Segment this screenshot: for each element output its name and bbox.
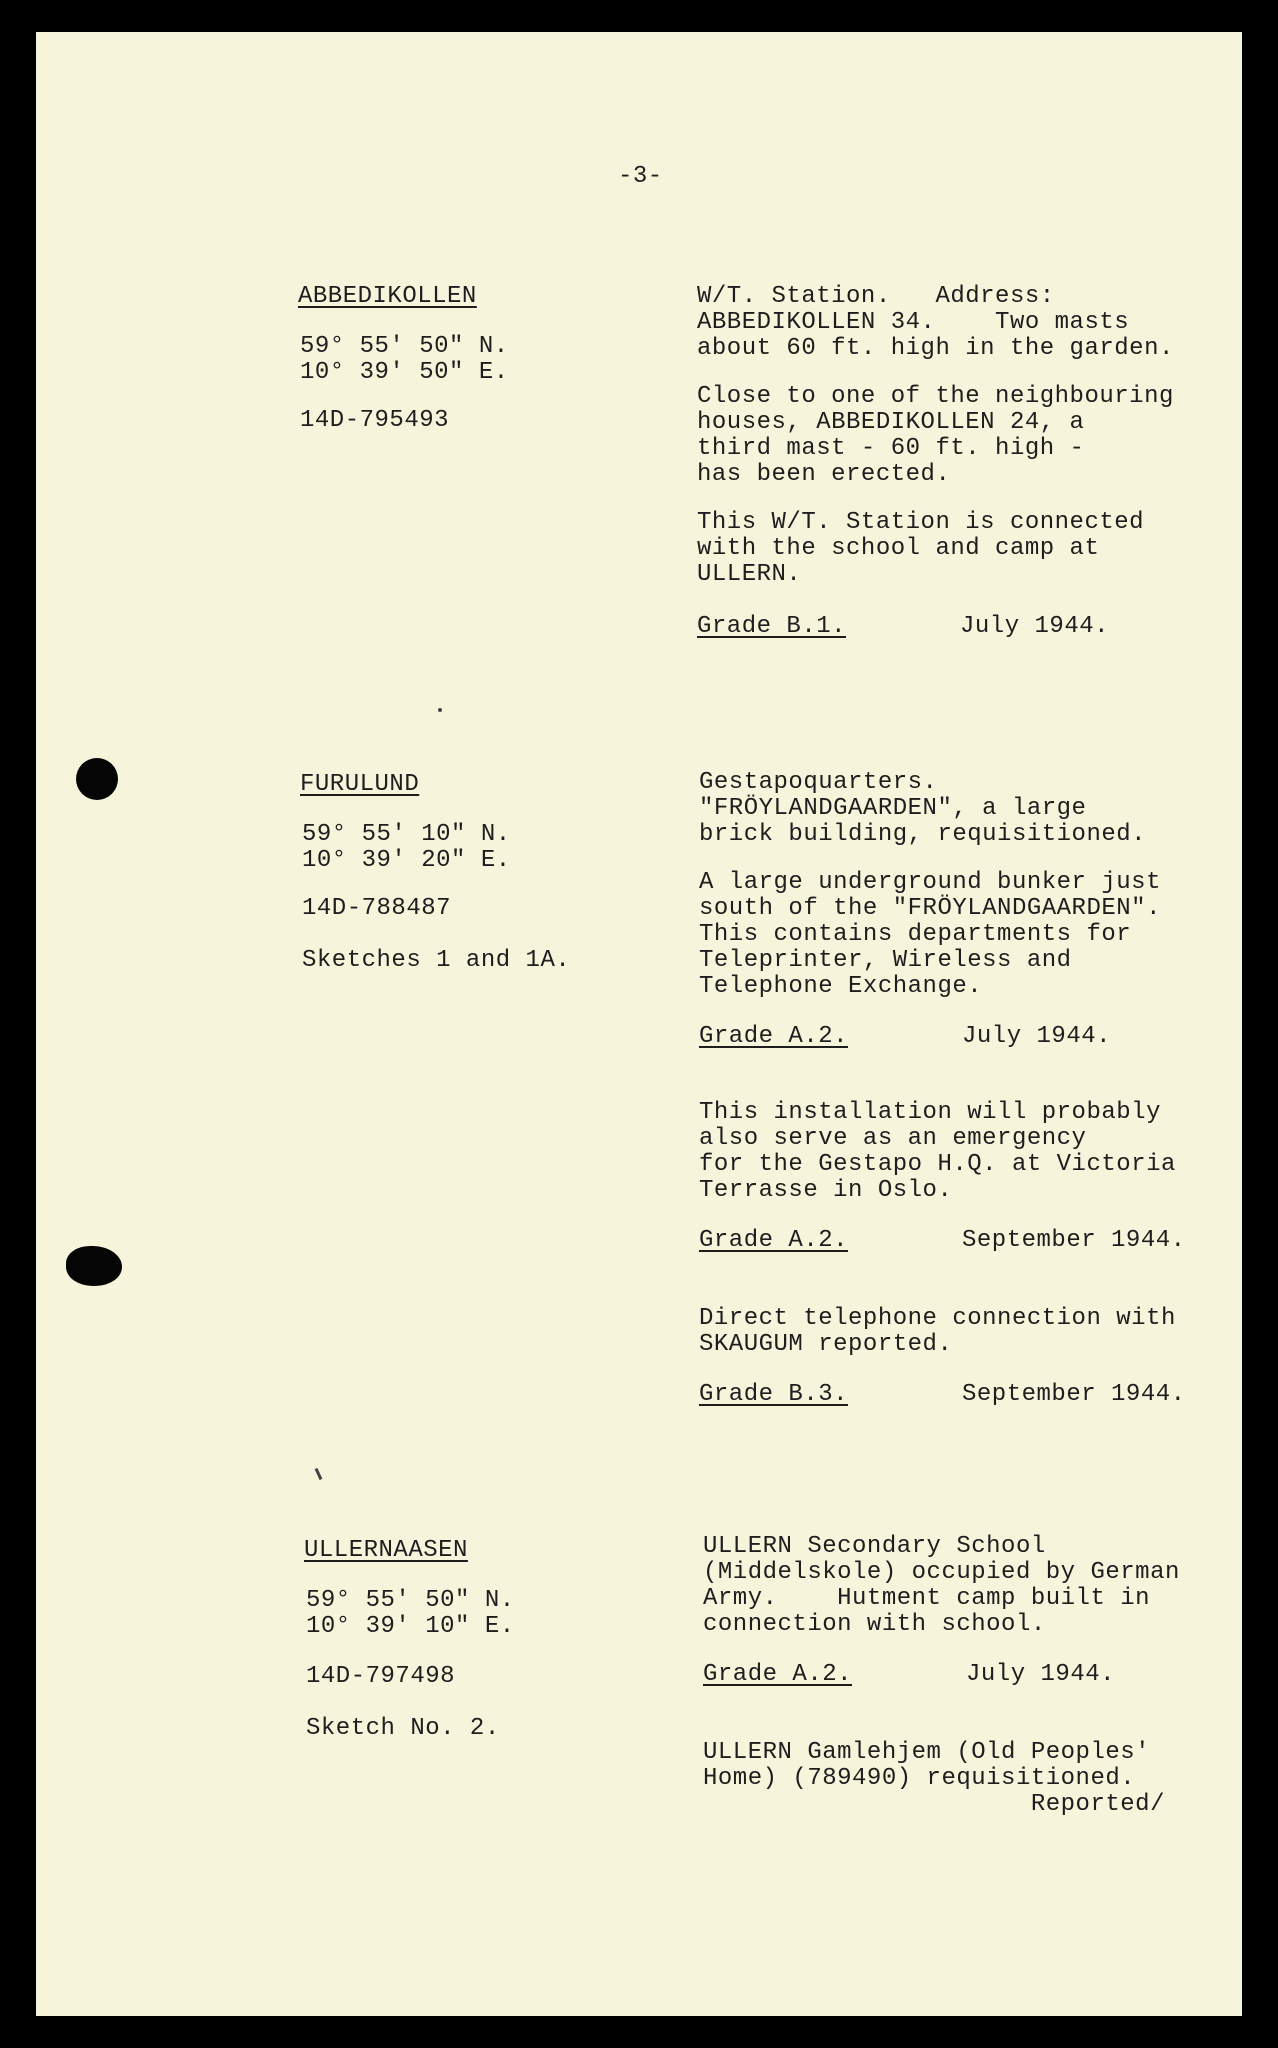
map-reference: 14D-797498 [306, 1663, 456, 1690]
grade: Grade A.2. [699, 1023, 849, 1050]
paragraph: Close to one of the neighbouring houses, ABBEDIKOLLEN 24, a third mast - 60 ft. high - has been erected. [697, 383, 1174, 488]
longitude: 10° 39' 50" E. [300, 359, 509, 386]
grade-date: July 1944. [966, 1661, 1116, 1688]
grade-date: September 1944. [962, 1381, 1186, 1408]
location-name: ULLERNAASEN [304, 1537, 468, 1564]
paragraph: Direct telephone connection with SKAUGUM reported. [699, 1305, 1176, 1358]
grade: Grade A.2. [703, 1661, 853, 1688]
latitude: 59° 55' 50" N. [306, 1587, 515, 1614]
paragraph: ULLERN Secondary School (Middelskole) occupied by German Army. Hutment camp built in connection with school. [703, 1533, 1180, 1638]
sketch-reference: Sketch No. 2. [306, 1715, 500, 1742]
grade-date: July 1944. [960, 613, 1110, 640]
grade: Grade B.1. [697, 613, 847, 640]
map-reference: 14D-795493 [300, 407, 450, 434]
paragraph: W/T. Station. Address: ABBEDIKOLLEN 34. Two masts about 60 ft. high in the garden. [697, 283, 1174, 362]
map-reference: 14D-788487 [302, 895, 452, 922]
grade-date: July 1944. [962, 1023, 1112, 1050]
location-name: ABBEDIKOLLEN [298, 283, 477, 310]
sketch-reference: Sketches 1 and 1A. [302, 947, 571, 974]
latitude: 59° 55' 10" N. [302, 821, 511, 848]
stray-mark [438, 708, 442, 712]
paragraph: ULLERN Gamlehjem (Old Peoples' Home) (789490) requisitioned. Reported/ [703, 1739, 1165, 1818]
page-number: -3- [618, 163, 663, 190]
grade: Grade B.3. [699, 1381, 849, 1408]
paragraph: Gestapoquarters. "FRÖYLANDGAARDEN", a large brick building, requisitioned. [699, 769, 1147, 848]
paragraph: This W/T. Station is connected with the school and camp at ULLERN. [697, 509, 1145, 588]
grade-date: September 1944. [962, 1227, 1186, 1254]
longitude: 10° 39' 10" E. [306, 1613, 515, 1640]
grade: Grade A.2. [699, 1227, 849, 1254]
punch-hole-top [76, 758, 118, 800]
latitude: 59° 55' 50" N. [300, 333, 509, 360]
paragraph: This installation will probably also serve as an emergency for the Gestapo H.Q. at Victoria Terrasse in Oslo. [699, 1099, 1176, 1204]
longitude: 10° 39' 20" E. [302, 847, 511, 874]
location-name: FURULUND [300, 771, 420, 798]
punch-hole-bottom [66, 1246, 122, 1286]
paragraph: A large underground bunker just south of the "FRÖYLANDGAARDEN". This contains departments for Teleprinter, Wireless and Telephone Exchange. [699, 869, 1161, 1000]
